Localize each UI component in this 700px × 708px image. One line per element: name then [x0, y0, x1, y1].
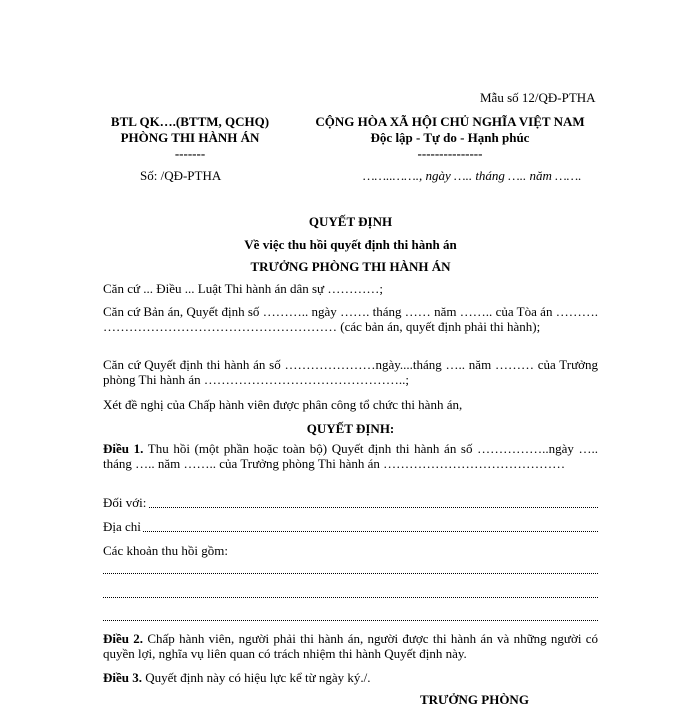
place-date: ……..……., ngày ….. tháng ….. năm ……. [363, 168, 582, 183]
nation-divider: --------------- [417, 146, 483, 161]
document-number: Số: /QĐ-PTHA [140, 168, 222, 183]
article-2-label: Điều 2. [103, 631, 144, 646]
ground-1: Căn cứ ... Điều ... Luật Thi hành án dân sự …………; [103, 281, 383, 296]
ground-3: Căn cứ Quyết định thi hành án số …………………ngày....tháng ….. năm ……… của Trưởng phòng Thi hành án ………………………………………..; [103, 357, 598, 387]
ground-2: Căn cứ Bản án, Quyết định số ……….. ngày ……. tháng …… năm …….. của Tòa án ………. ……………………………………………… (các bản án, quyết định phải thi hành); [103, 304, 598, 334]
agency-divider: ------- [174, 146, 206, 161]
agency-name: BTL QK….(BTTM, QCHQ) [110, 114, 270, 129]
ground-4: Xét đề nghị của Chấp hành viên được phân công tổ chức thi hành án, [103, 397, 463, 412]
address-dotted-line [103, 531, 598, 532]
agency-department: PHÒNG THI HÀNH ÁN [120, 130, 260, 145]
article-1-text: Thu hồi (một phần hoặc toàn bộ) Quyết định thi hành án số ……………..ngày ….. tháng ….. năm …….. của Trưởng phòng Thi hành án …………………………………… [103, 441, 598, 471]
target-dotted-line [103, 507, 598, 508]
article-3 [103, 670, 598, 685]
document-title: QUYẾT ĐỊNH [308, 214, 393, 229]
address-label: Địa chỉ [103, 519, 141, 534]
article-3-text: Quyết định này có hiệu lực kể từ ngày ký./. [142, 670, 371, 685]
document-subject: Về việc thu hồi quyết định thi hành án [244, 237, 457, 252]
items-label: Các khoản thu hồi gồm: [103, 543, 228, 558]
article-2 [103, 631, 598, 661]
decision-heading: QUYẾT ĐỊNH: [306, 421, 395, 436]
article-1-label: Điều 1. [103, 441, 144, 456]
article-1 [103, 441, 598, 471]
target-label: Đối với: [103, 495, 147, 510]
issuing-authority: TRƯỞNG PHÒNG THI HÀNH ÁN [250, 259, 451, 274]
signature-title: TRƯỞNG PHÒNG [420, 692, 529, 707]
form-code: Mẫu số 12/QĐ-PTHA [480, 90, 596, 105]
article-2-text: Chấp hành viên, người phải thi hành án, người được thi hành án và những người có quyền lợi, nghĩa vụ liên quan có trách nhiệm thi hành Quyết định này. [103, 631, 599, 661]
items-dotted-line-3 [103, 620, 598, 621]
items-dotted-line-2 [103, 597, 598, 598]
nation-motto: Độc lập - Tự do - Hạnh phúc [370, 130, 530, 145]
article-3-label: Điều 3. [103, 670, 142, 685]
items-dotted-line-1 [103, 573, 598, 574]
nation-name: CỘNG HÒA XÃ HỘI CHỦ NGHĨA VIỆT NAM [315, 114, 585, 129]
